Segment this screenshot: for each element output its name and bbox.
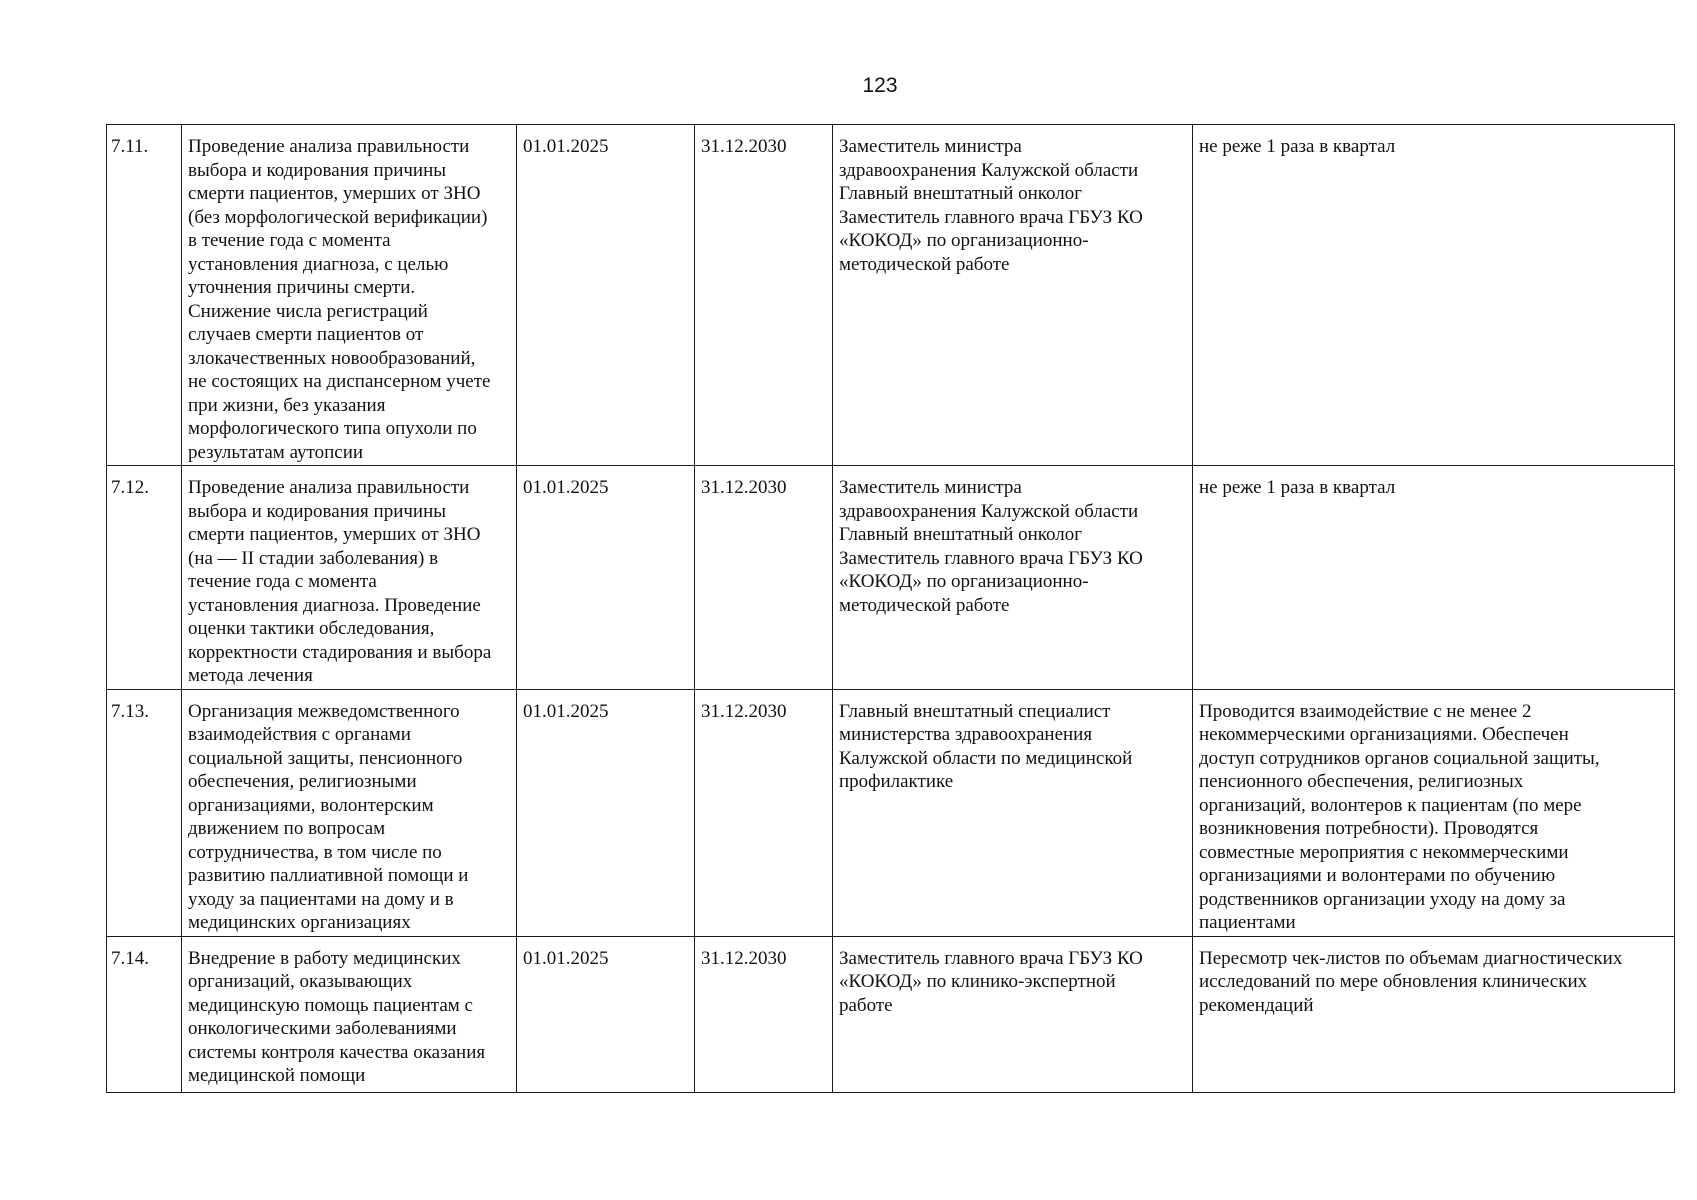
result-cell: не реже 1 раза в квартал [1193,125,1675,466]
activity-cell: Внедрение в работу медицинских организаций, оказывающих медицинскую помощь пациентам с онкологическими заболеваниями системы контроля качества оказания медицинской помощи [182,936,517,1092]
row-number: 7.13. [107,689,182,936]
table-row [107,689,1675,936]
table-row [107,936,1675,1092]
end-date-cell: 31.12.2030 [695,936,833,1092]
start-date-cell: 01.01.2025 [517,466,695,690]
table-row [107,466,1675,690]
start-date-cell: 01.01.2025 [517,689,695,936]
row-number: 7.12. [107,466,182,690]
row-number: 7.11. [107,125,182,466]
page-number: 123 [862,74,898,97]
end-date-cell: 31.12.2030 [695,125,833,466]
activity-cell: Организация межведомственного взаимодействия с органами социальной защиты, пенсионного обеспечения, религиозными организациями, волонтерским движением по вопросам сотрудничества, в том числе по развитию паллиативной помощи и уходу за пациентами на дому и в медицинских организациях [182,689,517,936]
responsible-cell: Заместитель главного врача ГБУЗ КО «КОКОД» по клинико-экспертной работе [833,936,1193,1092]
activity-cell: Проведение анализа правильности выбора и кодирования причины смерти пациентов, умерших от ЗНО (без морфологической верификации) в течение года с момента установления диагноза, с целью уточнения причины смерти. Снижение числа регистраций случаев смерти пациентов от злокачественных новообразований, не состоящих на диспансерном учете при жизни, без указания морфологического типа опухоли по результатам аутопсии [182,125,517,466]
responsible-cell: Заместитель министра здравоохранения Калужской области Главный внештатный онколог Заместитель главного врача ГБУЗ КО «КОКОД» по организационно- методической работе [833,125,1193,466]
result-cell: Пересмотр чек-листов по объемам диагностических исследований по мере обновления клинических рекомендаций [1193,936,1675,1092]
responsible-cell: Заместитель министра здравоохранения Калужской области Главный внештатный онколог Заместитель главного врача ГБУЗ КО «КОКОД» по организационно- методической работе [833,466,1193,690]
result-cell: Проводится взаимодействие с не менее 2 некоммерческими организациями. Обеспечен доступ сотрудников органов социальной защиты, пенсионного обеспечения, религиозных организаций, волонтеров к пациентам (по мере возникновения потребности). Проводятся совместные мероприятия с некоммерческими организациями и волонтерами по обучению родственников организации уходу на дому за пациентами [1193,689,1675,936]
end-date-cell: 31.12.2030 [695,466,833,690]
end-date-cell: 31.12.2030 [695,689,833,936]
start-date-cell: 01.01.2025 [517,125,695,466]
table-row [107,125,1675,466]
activity-cell: Проведение анализа правильности выбора и кодирования причины смерти пациентов, умерших от ЗНО (на — II стадии заболевания) в течение года с момента установления диагноза. Проведение оценки тактики обследования, корректности стадирования и выбора метода лечения [182,466,517,690]
activities-table [106,124,1675,1093]
start-date-cell: 01.01.2025 [517,936,695,1092]
row-number: 7.14. [107,936,182,1092]
responsible-cell: Главный внештатный специалист министерства здравоохранения Калужской области по медицинской профилактике [833,689,1193,936]
result-cell: не реже 1 раза в квартал [1193,466,1675,690]
